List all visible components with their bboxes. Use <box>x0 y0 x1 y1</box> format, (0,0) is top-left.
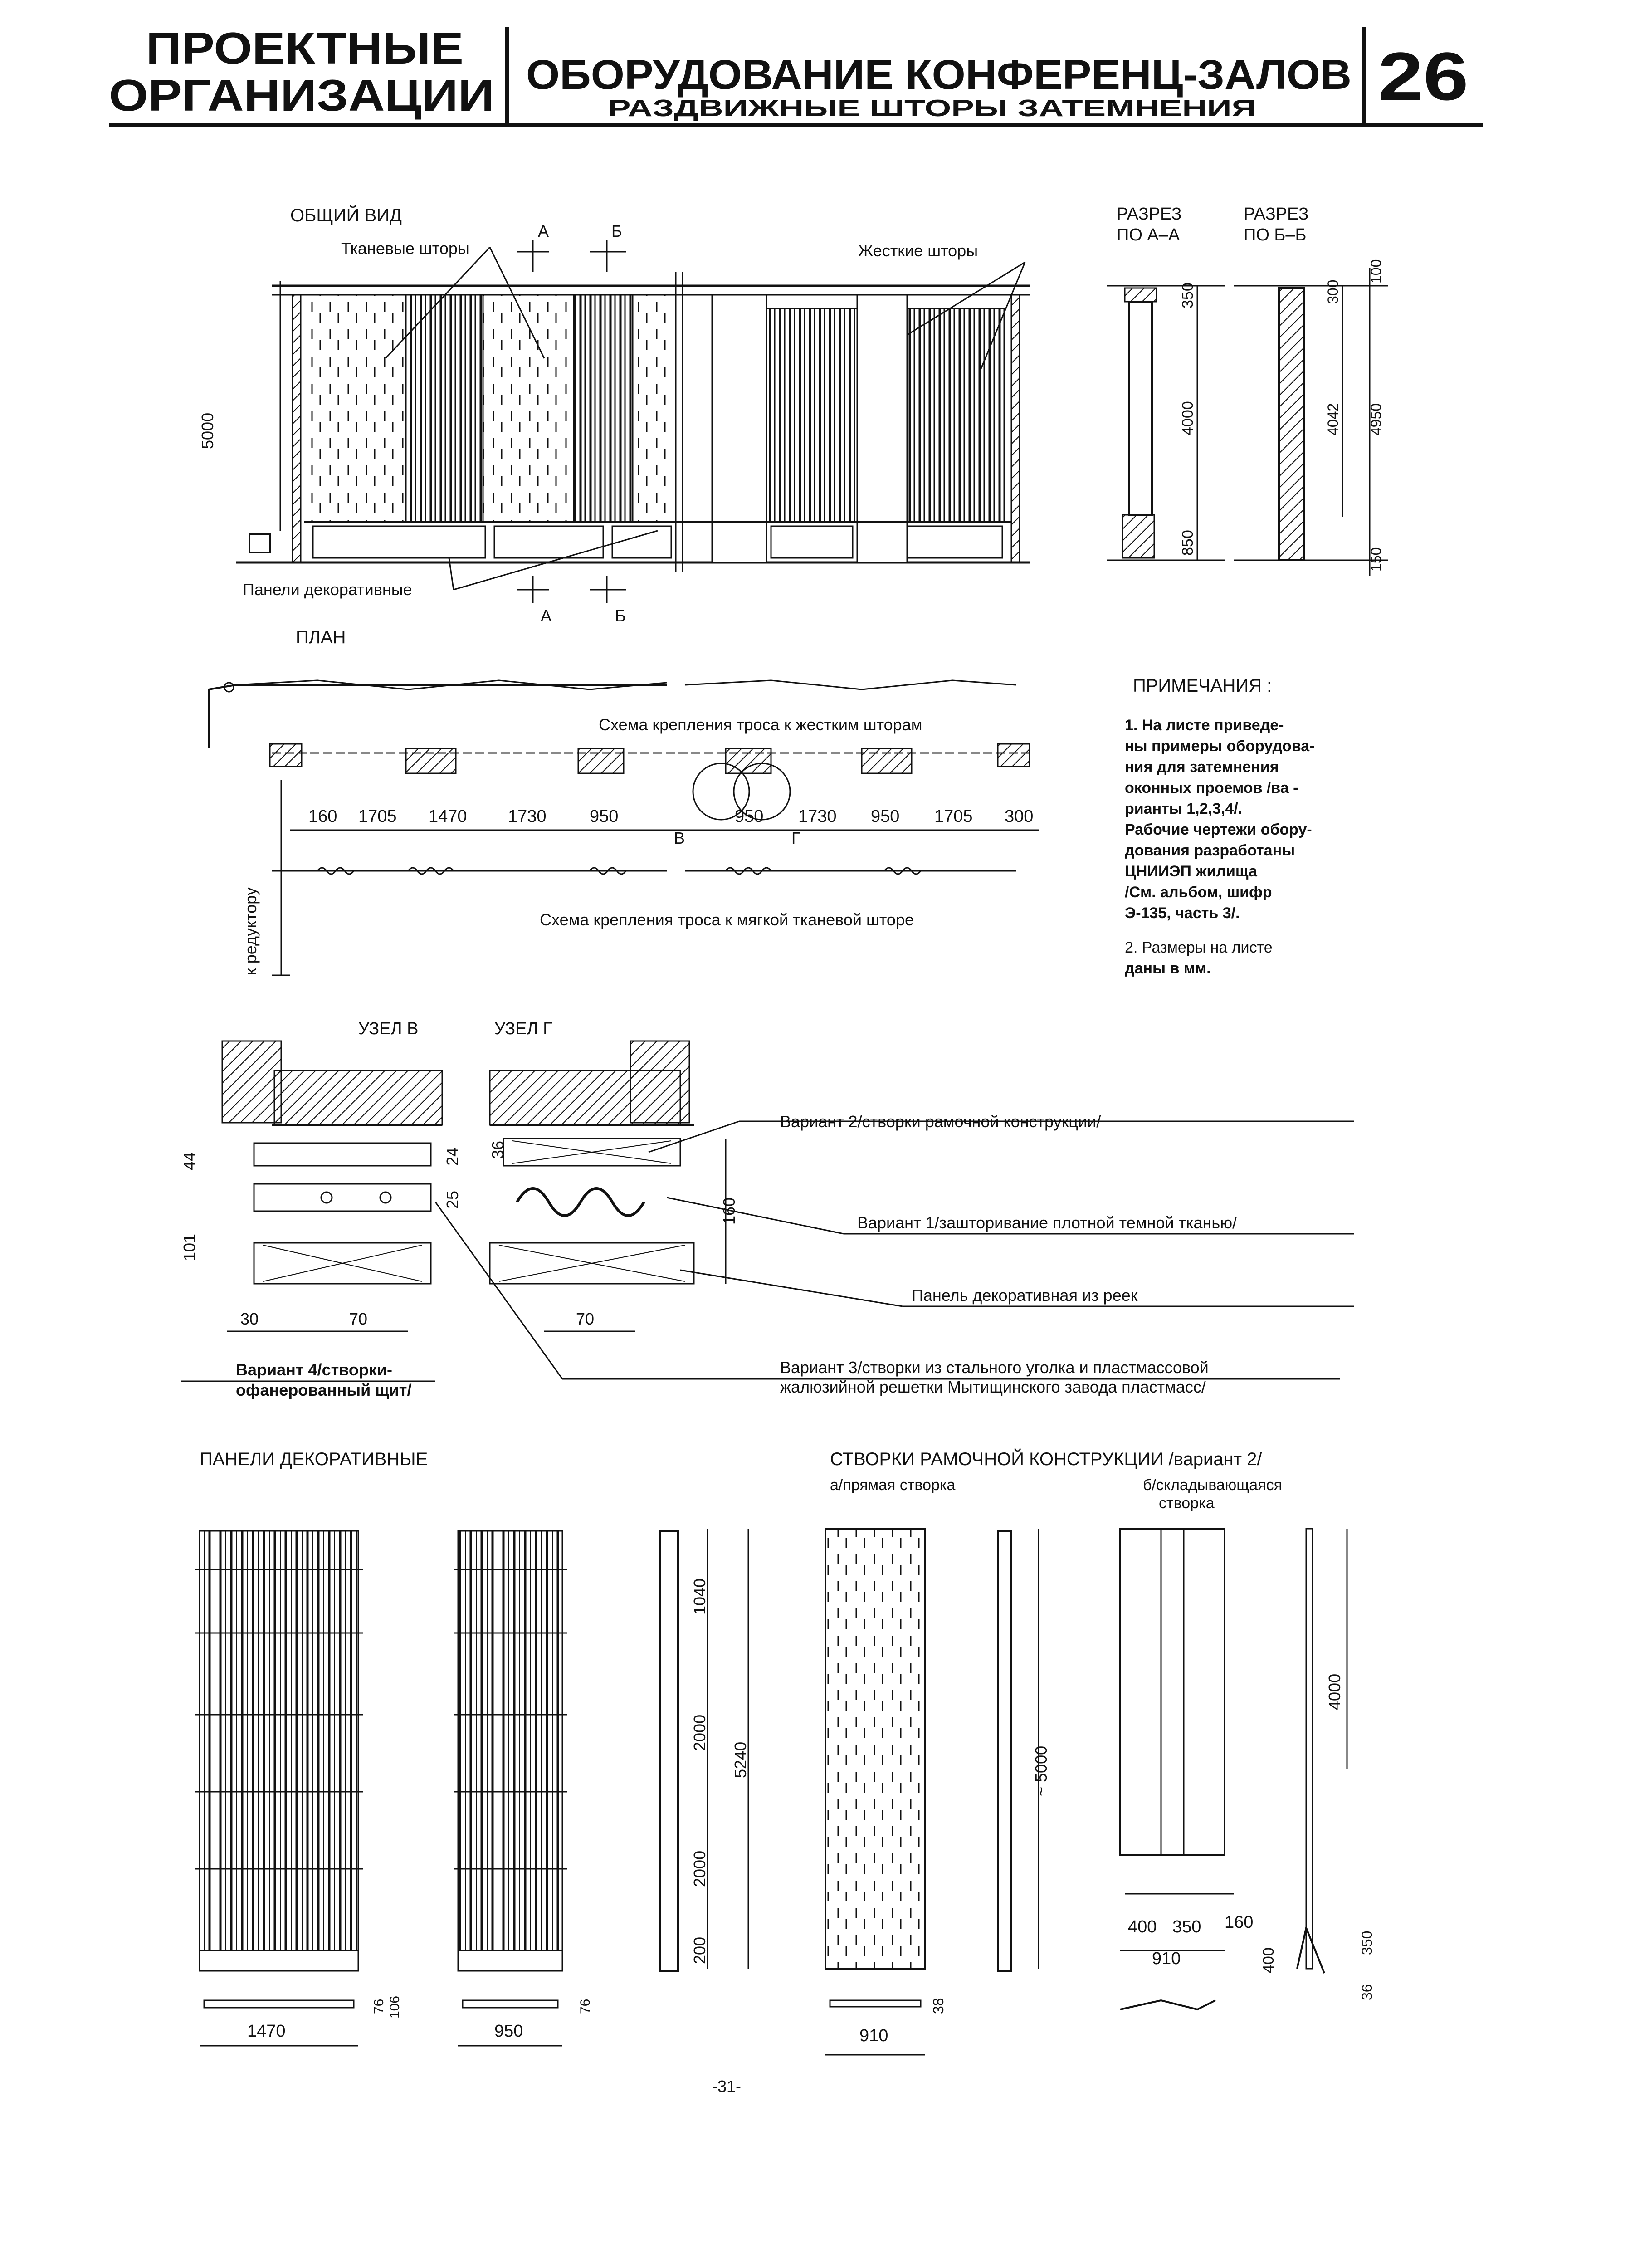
note1-line2: ны примеры оборудова- <box>1125 738 1315 755</box>
node-dim-36: 36 <box>488 1140 507 1159</box>
section-bb-dim-300: 300 <box>1325 279 1341 304</box>
sash-b-dim-400v: 400 <box>1260 1947 1277 1973</box>
section-a-top: А <box>538 222 549 240</box>
section-aa-dim1: 350 <box>1179 283 1196 308</box>
sash-b-height: 4000 <box>1325 1673 1344 1710</box>
note2-line1: 2. Размеры на листе <box>1125 939 1273 956</box>
nodes <box>180 1019 1354 1399</box>
section-b-bottom: Б <box>615 606 626 625</box>
sash-b <box>1120 1529 1225 1855</box>
note1-line10: Э-135, часть 3/. <box>1125 904 1240 922</box>
section-aa-title1: РАЗРЕЗ <box>1117 205 1182 224</box>
plan-dim-8: 950 <box>871 807 900 826</box>
note1-line1: 1. На листе приведе- <box>1125 717 1284 734</box>
node-dim-44: 44 <box>180 1152 199 1170</box>
section-bb-dim-4950: 4950 <box>1368 403 1384 435</box>
decorative-panels <box>195 1449 750 2046</box>
sash-b-label1: б/складывающаяся <box>1143 1476 1282 1494</box>
panel-dim-76: 76 <box>371 1999 386 2014</box>
page-number: -31- <box>712 2077 742 2096</box>
panel-width-1470: 1470 <box>247 2022 286 2041</box>
variant3-line1: Вариант 3/створки из стального уголка и пластмассовой <box>780 1358 1209 1377</box>
scheme-rigid-label: Схема крепления троса к жестким шторам <box>599 715 922 734</box>
note1-line7: дования разработаны <box>1125 842 1295 859</box>
header <box>109 23 1483 125</box>
variant4-line1: Вариант 4/створки- <box>236 1360 392 1379</box>
decorative-panels-label: Панели декоративные <box>243 580 412 599</box>
frame-sashes-title: СТВОРКИ РАМОЧНОЙ КОНСТРУКЦИИ /вариант 2/ <box>830 1449 1262 1469</box>
plan-dim-6: 950 <box>735 807 764 826</box>
section-a-bottom: А <box>541 606 552 625</box>
node-dim-70-left: 70 <box>349 1310 368 1328</box>
node-g-title: УЗЕЛ Г <box>494 1019 552 1038</box>
sash-b-dim-160: 160 <box>1225 1913 1254 1932</box>
panel-950 <box>458 1531 562 1971</box>
plan-dim-9: 1705 <box>934 807 973 826</box>
section-bb-dim-4042: 4042 <box>1325 403 1341 435</box>
sash-a-height: ~ 5000 <box>1032 1745 1050 1796</box>
panel-vert-200: 200 <box>690 1936 709 1964</box>
section-bb-dim-150: 150 <box>1368 547 1384 572</box>
sash-a-label: а/прямая створка <box>830 1476 956 1494</box>
plan-dim-4: 1730 <box>508 807 547 826</box>
panel-1470 <box>200 1531 358 1971</box>
variant2-label: Вариант 2/створки рамочной конструкции/ <box>780 1112 1101 1131</box>
note1-line9: /См. альбом, шифр <box>1125 884 1272 901</box>
sash-b-dim-350v: 350 <box>1359 1931 1375 1955</box>
page-subtitle: РАЗДВИЖНЫЕ ШТОРЫ ЗАТЕМНЕНИЯ <box>608 95 1256 122</box>
height-mark: 5000 <box>198 412 217 449</box>
section-aa <box>1107 205 1225 560</box>
plan-dim-5: 950 <box>590 807 619 826</box>
sash-a-width: 910 <box>859 2026 888 2045</box>
note1-line4: оконных проемов /ва - <box>1125 779 1298 797</box>
node-v-label: В <box>674 829 685 847</box>
section-aa-title2: ПО А–А <box>1117 225 1180 244</box>
sash-b-dim-910: 910 <box>1152 1949 1181 1968</box>
rigid-curtains-label: Жесткие шторы <box>858 241 978 260</box>
section-bb-title2: ПО Б–Б <box>1244 225 1307 244</box>
section-aa-dim3: 850 <box>1179 530 1196 556</box>
node-v-title: УЗЕЛ В <box>358 1019 419 1038</box>
panel-vert-2000a: 2000 <box>690 1714 709 1751</box>
panel-vert-1040: 1040 <box>690 1578 709 1615</box>
org-line2: ОРГАНИЗАЦИИ <box>109 70 494 120</box>
sheet-number: 26 <box>1378 38 1469 114</box>
node-dim-25: 25 <box>443 1190 462 1209</box>
variant3-line2: жалюзийной решетки Мытищинского завода пластмасс/ <box>780 1378 1206 1396</box>
section-aa-dim2: 4000 <box>1179 401 1196 435</box>
plan-dim-10: 300 <box>1005 807 1034 826</box>
general-view <box>198 205 1030 625</box>
sash-b-dim-400: 400 <box>1128 1917 1157 1936</box>
decor-panel-label: Панель декоративная из реек <box>912 1286 1138 1305</box>
note1-line5: рианты 1,2,3,4/. <box>1125 800 1243 817</box>
panel-dim-106: 106 <box>387 1995 402 2019</box>
node-dim-24: 24 <box>443 1147 462 1166</box>
variant1-label: Вариант 1/зашторивание плотной темной тканью/ <box>857 1213 1237 1232</box>
sash-b-dim-36: 36 <box>1359 1984 1375 2000</box>
plan-dim-3: 1470 <box>429 807 467 826</box>
plan-dim-1: 160 <box>308 807 337 826</box>
frame-sashes <box>825 1448 1375 2055</box>
decorative-panels-title: ПАНЕЛИ ДЕКОРАТИВНЫЕ <box>200 1449 428 1469</box>
plan-dim-2: 1705 <box>358 807 397 826</box>
note2-line2: даны в мм. <box>1125 960 1211 977</box>
panel-vert-5240: 5240 <box>731 1741 750 1778</box>
section-bb-title1: РАЗРЕЗ <box>1244 205 1309 224</box>
node-dim-70-right: 70 <box>576 1310 595 1328</box>
panel-dim-76b: 76 <box>578 1999 593 2014</box>
notes-title: ПРИМЕЧАНИЯ : <box>1133 676 1272 696</box>
general-view-title: ОБЩИЙ ВИД <box>290 205 402 225</box>
plan-title: ПЛАН <box>296 627 346 647</box>
to-reducer-label: к редуктору <box>241 887 260 975</box>
sash-b-dim-350: 350 <box>1172 1917 1201 1936</box>
variant4-line2: офанерованный щит/ <box>236 1381 412 1399</box>
plan <box>209 627 1039 975</box>
notes <box>1125 676 1315 977</box>
scheme-fabric-label: Схема крепления троса к мягкой тканевой шторе <box>540 910 914 929</box>
note1-line6: Рабочие чертежи обору- <box>1125 821 1312 838</box>
section-bb-dim-100: 100 <box>1368 259 1384 284</box>
section-bb <box>1234 205 1388 576</box>
panel-width-950: 950 <box>494 2022 523 2041</box>
section-b-top: Б <box>611 222 622 240</box>
node-dim-160: 160 <box>720 1197 738 1225</box>
node-g-label: Г <box>791 829 800 847</box>
node-dim-101: 101 <box>180 1233 199 1261</box>
note1-line3: ния для затемнения <box>1125 758 1279 776</box>
node-dim-30: 30 <box>240 1310 259 1328</box>
fabric-curtains-label: Тканевые шторы <box>341 239 469 258</box>
sash-b-label2: створка <box>1159 1495 1215 1512</box>
note1-line8: ЦНИИЭП жилища <box>1125 863 1257 880</box>
org-line1: ПРОЕКТНЫЕ <box>146 23 464 73</box>
panel-vert-2000b: 2000 <box>690 1850 709 1887</box>
plan-dim-7: 1730 <box>798 807 837 826</box>
sash-a <box>825 1529 925 1969</box>
sash-a-depth: 38 <box>930 1998 947 2014</box>
page-title: ОБОРУДОВАНИЕ КОНФЕРЕНЦ-ЗАЛОВ <box>526 52 1352 98</box>
